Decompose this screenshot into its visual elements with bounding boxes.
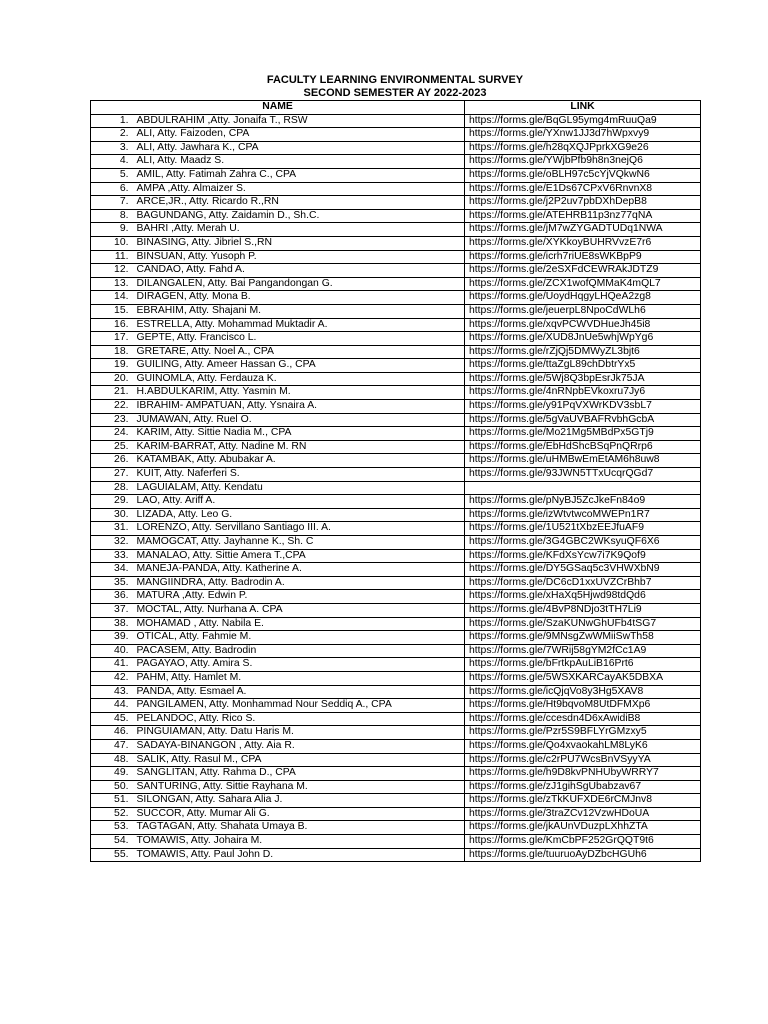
row-number: 26. [91, 454, 135, 468]
row-number: 19. [91, 359, 135, 373]
survey-link: https://forms.gle/ZCX1wofQMMaK4mQL7 [465, 277, 701, 291]
table-row [91, 128, 701, 142]
table-row [91, 835, 701, 849]
faculty-name: MAMOGCAT, Atty. Jayhanne K., Sh. C [135, 536, 465, 550]
table-row [91, 168, 701, 182]
row-number: 10. [91, 236, 135, 250]
table-row [91, 359, 701, 373]
faculty-name: AMPA ,Atty. Almaizer S. [135, 182, 465, 196]
survey-link: https://forms.gle/zJ1gihSgUbabzav67 [465, 780, 701, 794]
table-row [91, 603, 701, 617]
row-number: 47. [91, 739, 135, 753]
table-row [91, 250, 701, 264]
survey-link: https://forms.gle/pNyBJ5ZcJkeFn84o9 [465, 495, 701, 509]
row-number: 16. [91, 318, 135, 332]
faculty-name: GUINOMLA, Atty. Ferdauza K. [135, 372, 465, 386]
faculty-name: LORENZO, Atty. Servillano Santiago III. A. [135, 522, 465, 536]
row-number: 1. [91, 114, 135, 128]
faculty-name: BAHRI ,Atty. Merah U. [135, 223, 465, 237]
table-row [91, 141, 701, 155]
table-row [91, 182, 701, 196]
table-row [91, 821, 701, 835]
faculty-name: DILANGALEN, Atty. Bai Pangandongan G. [135, 277, 465, 291]
faculty-name: H.ABDULKARIM, Atty. Yasmin M. [135, 386, 465, 400]
survey-link: https://forms.gle/3traZCv12VzwHDoUA [465, 807, 701, 821]
row-number: 41. [91, 658, 135, 672]
faculty-name: KARIM-BARRAT, Atty. Nadine M. RN [135, 440, 465, 454]
row-number: 18. [91, 345, 135, 359]
survey-link: https://forms.gle/DC6cD1xxUVZCrBhb7 [465, 576, 701, 590]
table-body [91, 114, 701, 862]
row-number: 38. [91, 617, 135, 631]
table-row [91, 617, 701, 631]
table-row [91, 196, 701, 210]
survey-link: https://forms.gle/Mo21Mg5MBdPx5GTj9 [465, 427, 701, 441]
survey-link: https://forms.gle/Ht9bqvoM8UtDFMXp6 [465, 699, 701, 713]
row-number: 51. [91, 794, 135, 808]
row-number: 12. [91, 264, 135, 278]
faculty-name: MANEJA-PANDA, Atty. Katherine A. [135, 563, 465, 577]
row-number: 13. [91, 277, 135, 291]
faculty-name: KARIM, Atty. Sittie Nadia M., CPA [135, 427, 465, 441]
survey-link: https://forms.gle/1U521tXbzEEJfuAF9 [465, 522, 701, 536]
row-number: 32. [91, 536, 135, 550]
row-number: 24. [91, 427, 135, 441]
faculty-name: ABDULRAHIM ,Atty. Jonaifa T., RSW [135, 114, 465, 128]
row-number: 43. [91, 685, 135, 699]
table-row [91, 236, 701, 250]
survey-link: https://forms.gle/9MNsgZwWMiiSwTh58 [465, 631, 701, 645]
faculty-name: TOMAWIS, Atty. Johaira M. [135, 835, 465, 849]
table-row [91, 318, 701, 332]
link-column-header: LINK [465, 101, 701, 115]
table-row [91, 508, 701, 522]
row-number: 23. [91, 413, 135, 427]
row-number: 52. [91, 807, 135, 821]
faculty-name: PANGILAMEN, Atty. Monhammad Nour Seddiq A., CPA [135, 699, 465, 713]
table-row [91, 223, 701, 237]
table-row [91, 644, 701, 658]
faculty-name: TOMAWIS, Atty. Paul John D. [135, 848, 465, 862]
survey-link: https://forms.gle/EbHdShcBSqPnQRrp6 [465, 440, 701, 454]
table-row [91, 576, 701, 590]
faculty-name: LAO, Atty. Ariff A. [135, 495, 465, 509]
table-row [91, 345, 701, 359]
row-number: 46. [91, 726, 135, 740]
survey-link: https://forms.gle/4nRNpbEVkoxru7Jy6 [465, 386, 701, 400]
table-row [91, 427, 701, 441]
faculty-name: ALI, Atty. Jawhara K., CPA [135, 141, 465, 155]
survey-link: https://forms.gle/icQjqVo8y3Hg5XAV8 [465, 685, 701, 699]
row-number: 35. [91, 576, 135, 590]
survey-link: https://forms.gle/h9D8kvPNHUbyWRRY7 [465, 767, 701, 781]
row-number: 53. [91, 821, 135, 835]
table-row [91, 807, 701, 821]
survey-link: https://forms.gle/c2rPU7WcsBnVSyyYA [465, 753, 701, 767]
survey-link: https://forms.gle/2eSXFdCEWRAkJDTZ9 [465, 264, 701, 278]
faculty-name: IBRAHIM- AMPATUAN, Atty. Ysnaira A. [135, 400, 465, 414]
row-number: 42. [91, 671, 135, 685]
row-number: 54. [91, 835, 135, 849]
survey-link: https://forms.gle/KmCbPF252GrQQT9t6 [465, 835, 701, 849]
survey-link: https://forms.gle/xHaXq5Hjwd98tdQd6 [465, 590, 701, 604]
row-number: 8. [91, 209, 135, 223]
faculty-name: LAGUIALAM, Atty. Kendatu [135, 481, 465, 495]
survey-link: https://forms.gle/UoydHqgyLHQeA2zg8 [465, 291, 701, 305]
table-row [91, 712, 701, 726]
faculty-name: SUCCOR, Atty. Mumar Ali G. [135, 807, 465, 821]
survey-link: https://forms.gle/uHMBwEmEtAM6h8uw8 [465, 454, 701, 468]
row-number: 30. [91, 508, 135, 522]
table-row [91, 685, 701, 699]
survey-link: https://forms.gle/ATEHRB11p3nz77qNA [465, 209, 701, 223]
faculty-name: SANGLITAN, Atty. Rahma D., CPA [135, 767, 465, 781]
row-number: 27. [91, 468, 135, 482]
table-row [91, 454, 701, 468]
survey-link: https://forms.gle/icrh7riUE8sWKBpP9 [465, 250, 701, 264]
survey-link: https://forms.gle/bFrtkpAuLiB16Prt6 [465, 658, 701, 672]
faculty-name: BAGUNDANG, Atty. Zaidamin D., Sh.C. [135, 209, 465, 223]
survey-link: https://forms.gle/rZjQj5DMWyZL3bjt6 [465, 345, 701, 359]
row-number: 22. [91, 400, 135, 414]
table-row [91, 372, 701, 386]
faculty-name: PINGUIAMAN, Atty. Datu Haris M. [135, 726, 465, 740]
table-row [91, 699, 701, 713]
table-row [91, 209, 701, 223]
survey-link: https://forms.gle/ttaZgL89chDbtrYx5 [465, 359, 701, 373]
table-row [91, 400, 701, 414]
faculty-name: PANDA, Atty. Esmael A. [135, 685, 465, 699]
survey-link: https://forms.gle/YWjbPfb9h8n3nejQ6 [465, 155, 701, 169]
survey-link: https://forms.gle/Qo4xvaokahLM8LyK6 [465, 739, 701, 753]
table-row [91, 658, 701, 672]
row-number: 5. [91, 168, 135, 182]
survey-link: https://forms.gle/h28qXQJPprkXG9e26 [465, 141, 701, 155]
faculty-name: MANALAO, Atty. Sittie Amera T.,CPA [135, 549, 465, 563]
row-number: 9. [91, 223, 135, 237]
faculty-name: PAGAYAO, Atty. Amira S. [135, 658, 465, 672]
table-row [91, 536, 701, 550]
faculty-name: PAHM, Atty. Hamlet M. [135, 671, 465, 685]
faculty-name: AMIL, Atty. Fatimah Zahra C., CPA [135, 168, 465, 182]
row-number: 45. [91, 712, 135, 726]
row-number: 50. [91, 780, 135, 794]
row-number: 11. [91, 250, 135, 264]
table-row [91, 590, 701, 604]
survey-link: https://forms.gle/xqvPCWVDHueJh45i8 [465, 318, 701, 332]
faculty-name: MANGIINDRA, Atty. Badrodin A. [135, 576, 465, 590]
survey-link: https://forms.gle/izWtvtwcoMWEPn1R7 [465, 508, 701, 522]
table-row [91, 671, 701, 685]
row-number: 40. [91, 644, 135, 658]
table-row [91, 155, 701, 169]
row-number: 21. [91, 386, 135, 400]
faculty-name: GEPTE, Atty. Francisco L. [135, 332, 465, 346]
faculty-name: SILONGAN, Atty. Sahara Alia J. [135, 794, 465, 808]
row-number: 48. [91, 753, 135, 767]
table-row [91, 440, 701, 454]
survey-link: https://forms.gle/XYKkoyBUHRVvzE7r6 [465, 236, 701, 250]
table-row [91, 495, 701, 509]
faculty-name: EBRAHIM, Atty. Shajani M. [135, 304, 465, 318]
survey-link: https://forms.gle/KFdXsYcw7i7K9Qof9 [465, 549, 701, 563]
survey-link: https://forms.gle/BqGL95ymg4mRuuQa9 [465, 114, 701, 128]
row-number: 25. [91, 440, 135, 454]
survey-link: https://forms.gle/jM7wZYGADTUDq1NWA [465, 223, 701, 237]
survey-link: https://forms.gle/E1Ds67CPxV6RnvnX8 [465, 182, 701, 196]
row-number: 17. [91, 332, 135, 346]
faculty-name: JUMAWAN, Atty. Ruel O. [135, 413, 465, 427]
table-row [91, 468, 701, 482]
survey-link: https://forms.gle/ccesdn4D6xAwidiB8 [465, 712, 701, 726]
table-row [91, 549, 701, 563]
row-number: 36. [91, 590, 135, 604]
survey-link: https://forms.gle/5Wj8Q3bpEsrJk75JA [465, 372, 701, 386]
table-row [91, 726, 701, 740]
faculty-name: ALI, Atty. Maadz S. [135, 155, 465, 169]
survey-link: https://forms.gle/93JWN5TTxUcqrQGd7 [465, 468, 701, 482]
survey-link: https://forms.gle/7WRij58gYM2fCc1A9 [465, 644, 701, 658]
row-number: 34. [91, 563, 135, 577]
faculty-name: MOCTAL, Atty. Nurhana A. CPA [135, 603, 465, 617]
table-row [91, 780, 701, 794]
name-column-header: NAME [91, 101, 465, 115]
row-number: 20. [91, 372, 135, 386]
row-number: 39. [91, 631, 135, 645]
faculty-name: KUIT, Atty. Naferferi S. [135, 468, 465, 482]
faculty-name: SADAYA-BINANGON , Atty. Aia R. [135, 739, 465, 753]
faculty-name: PACASEM, Atty. Badrodin [135, 644, 465, 658]
table-row [91, 794, 701, 808]
row-number: 49. [91, 767, 135, 781]
row-number: 29. [91, 495, 135, 509]
table-row [91, 767, 701, 781]
faculty-name: BINSUAN, Atty. Yusoph P. [135, 250, 465, 264]
faculty-name: MATURA ,Atty. Edwin P. [135, 590, 465, 604]
faculty-name: CANDAO, Atty. Fahd A. [135, 264, 465, 278]
faculty-name: TAGTAGAN, Atty. Shahata Umaya B. [135, 821, 465, 835]
survey-link: https://forms.gle/4BvP8NDjo3tTH7Li9 [465, 603, 701, 617]
survey-link [465, 481, 701, 495]
table-row [91, 277, 701, 291]
faculty-name: DIRAGEN, Atty. Mona B. [135, 291, 465, 305]
table-row [91, 753, 701, 767]
faculty-name: OTICAL, Atty. Fahmie M. [135, 631, 465, 645]
survey-link: https://forms.gle/jkAUnVDuzpLXhhZTA [465, 821, 701, 835]
faculty-name: GUILING, Atty. Ameer Hassan G., CPA [135, 359, 465, 373]
table-row [91, 332, 701, 346]
survey-link: https://forms.gle/5gVaUVBAFRvbhGcbA [465, 413, 701, 427]
faculty-name: ESTRELLA, Atty. Mohammad Muktadir A. [135, 318, 465, 332]
survey-link: https://forms.gle/XUD8JnUe5whjWpYg6 [465, 332, 701, 346]
survey-link: https://forms.gle/j2P2uv7pbDXhDepB8 [465, 196, 701, 210]
survey-link: https://forms.gle/Pzr5S9BFLYrGMzxy5 [465, 726, 701, 740]
faculty-name: ALI, Atty. Faizoden, CPA [135, 128, 465, 142]
row-number: 3. [91, 141, 135, 155]
survey-link: https://forms.gle/zTkKUFXDE6rCMJnv8 [465, 794, 701, 808]
table-row [91, 386, 701, 400]
table-row [91, 631, 701, 645]
survey-link: https://forms.gle/3G4GBC2WKsyuQF6X6 [465, 536, 701, 550]
table-row [91, 481, 701, 495]
faculty-name: ARCE,JR., Atty. Ricardo R.,RN [135, 196, 465, 210]
table-row [91, 304, 701, 318]
row-number: 33. [91, 549, 135, 563]
row-number: 37. [91, 603, 135, 617]
survey-link: https://forms.gle/tuuruoAyDZbcHGUh6 [465, 848, 701, 862]
document-title: FACULTY LEARNING ENVIRONMENTAL SURVEY [266, 74, 524, 86]
faculty-name: BINASING, Atty. Jibriel S.,RN [135, 236, 465, 250]
table-row [91, 522, 701, 536]
row-number: 31. [91, 522, 135, 536]
faculty-name: MOHAMAD , Atty. Nabila E. [135, 617, 465, 631]
faculty-name: SALIK, Atty. Rasul M., CPA [135, 753, 465, 767]
row-number: 7. [91, 196, 135, 210]
table-header-row [91, 101, 701, 115]
table-row [91, 413, 701, 427]
row-number: 4. [91, 155, 135, 169]
survey-link: https://forms.gle/5WSXKARCayAK5DBXA [465, 671, 701, 685]
row-number: 6. [91, 182, 135, 196]
table-row [91, 739, 701, 753]
row-number: 15. [91, 304, 135, 318]
survey-link: https://forms.gle/SzaKUNwGhUFb4tSG7 [465, 617, 701, 631]
survey-link: https://forms.gle/jeuerpL8NpoCdWLh6 [465, 304, 701, 318]
survey-link: https://forms.gle/YXnw1JJ3d7hWpxvy9 [465, 128, 701, 142]
survey-link: https://forms.gle/oBLH97c5cYjVQkwN6 [465, 168, 701, 182]
table-row [91, 114, 701, 128]
row-number: 14. [91, 291, 135, 305]
table-row [91, 563, 701, 577]
survey-link: https://forms.gle/y91PqVXWrKDV3sbL7 [465, 400, 701, 414]
row-number: 2. [91, 128, 135, 142]
row-number: 28. [91, 481, 135, 495]
faculty-name: SANTURING, Atty. Sittie Rayhana M. [135, 780, 465, 794]
faculty-name: KATAMBAK, Atty. Abubakar A. [135, 454, 465, 468]
faculty-table [90, 100, 701, 862]
document-subtitle: SECOND SEMESTER AY 2022-2023 [303, 87, 487, 99]
table-row [91, 264, 701, 278]
table-row [91, 848, 701, 862]
row-number: 55. [91, 848, 135, 862]
table-row [91, 291, 701, 305]
faculty-name: LIZADA, Atty. Leo G. [135, 508, 465, 522]
row-number: 44. [91, 699, 135, 713]
survey-link: https://forms.gle/DY5GSaq5c3VHWXbN9 [465, 563, 701, 577]
faculty-name: GRETARE, Atty. Noel A., CPA [135, 345, 465, 359]
faculty-name: PELANDOC, Atty. Rico S. [135, 712, 465, 726]
